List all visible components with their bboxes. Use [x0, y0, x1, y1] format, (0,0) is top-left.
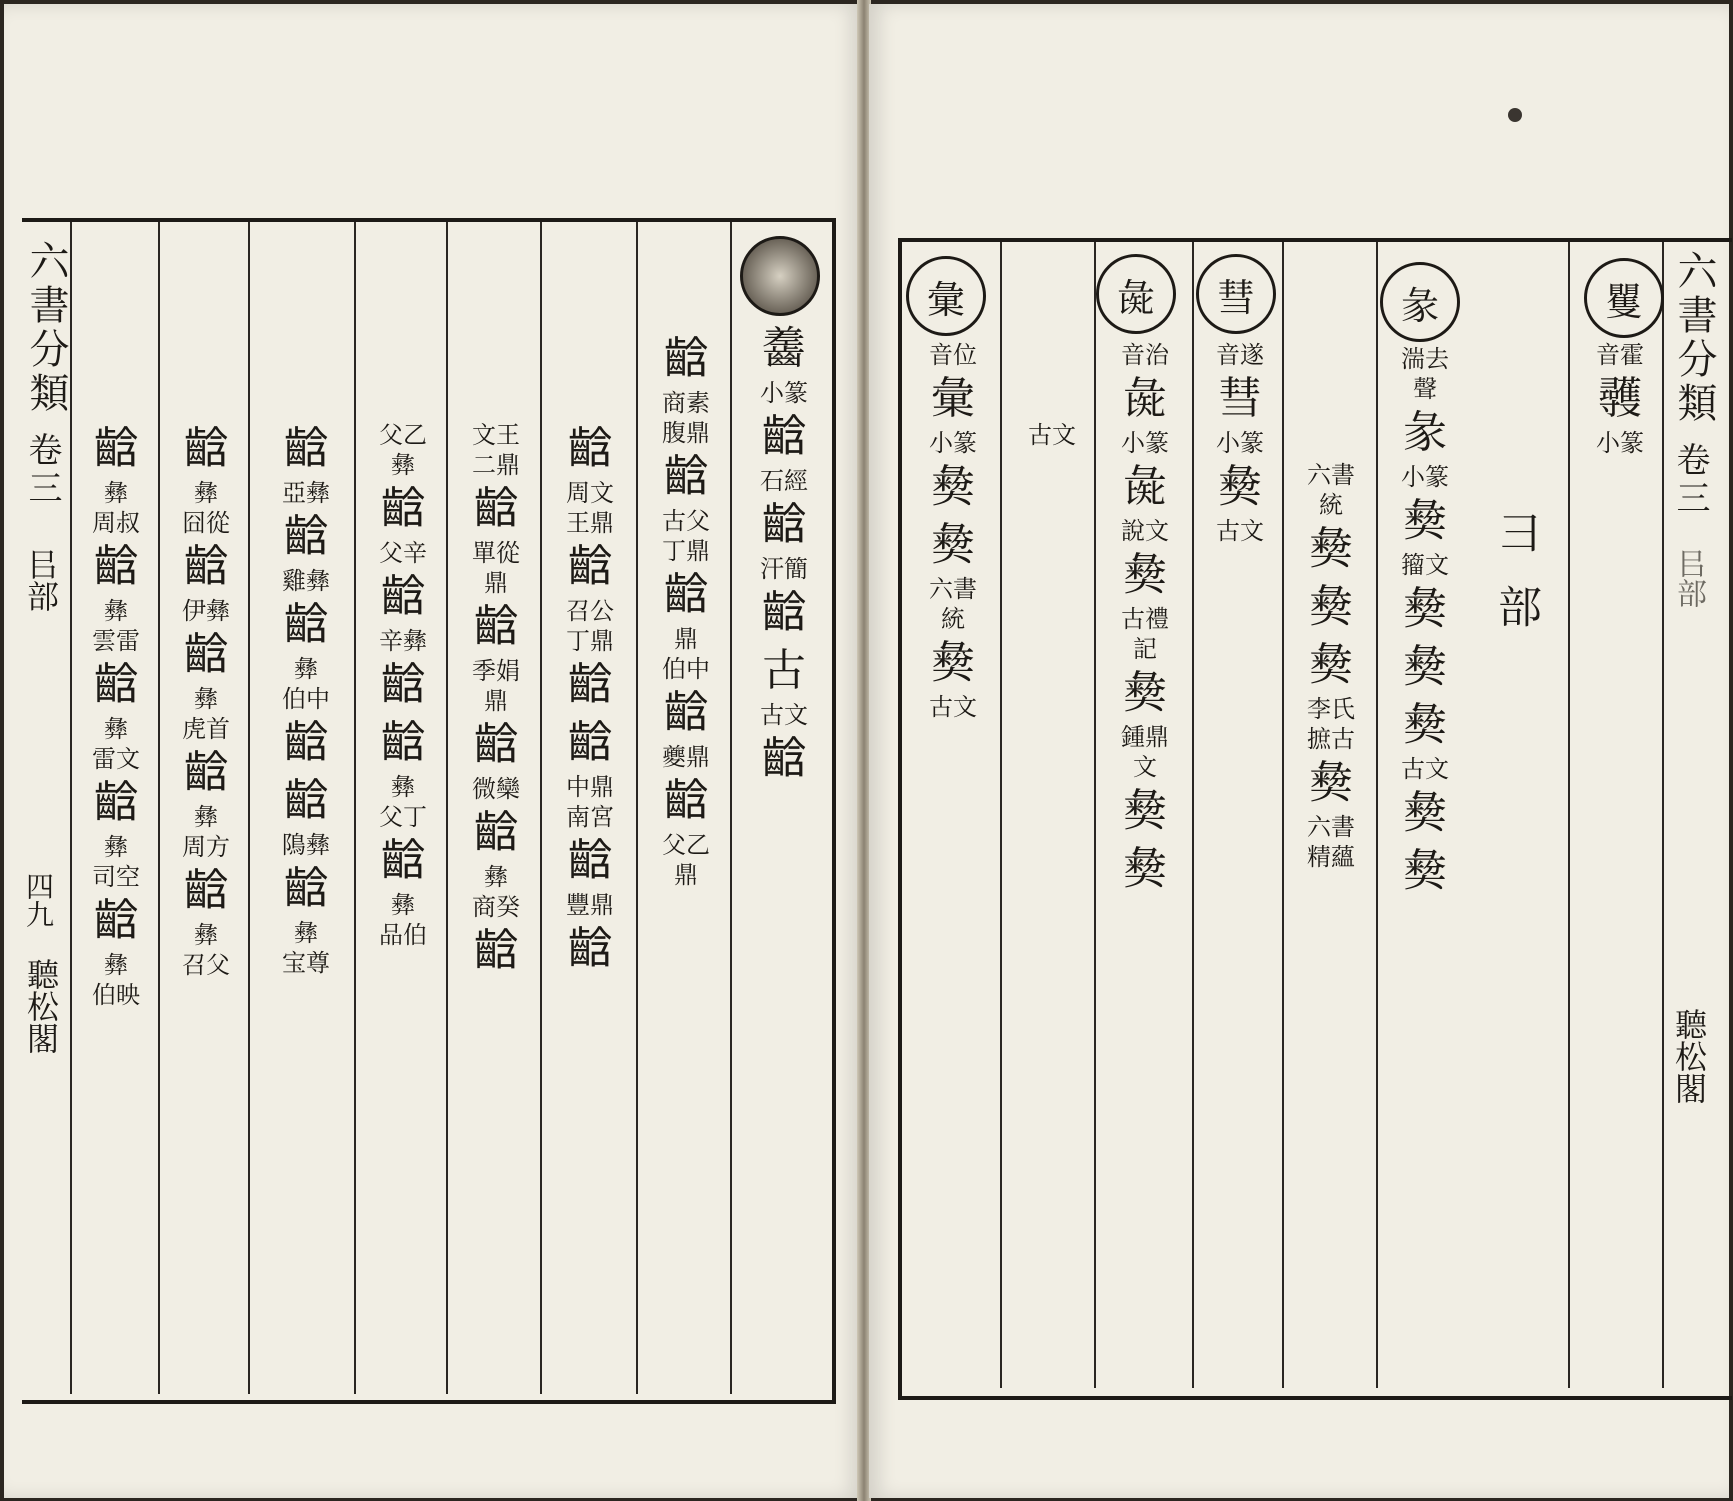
seal-glyph: 𢑱	[1403, 699, 1447, 750]
annotation: 小篆	[1596, 429, 1644, 457]
seal-glyph: 𪘒	[664, 687, 708, 738]
annotation: 音治	[1121, 341, 1169, 369]
annotation: 伯映	[92, 981, 140, 1009]
annotation: 腹鼎	[662, 419, 710, 447]
seal-glyph: 彠	[1598, 373, 1642, 424]
left-column-5	[362, 420, 444, 950]
seal-glyph: 𢑱	[1123, 667, 1167, 718]
annotation: 雞彝	[282, 567, 330, 595]
annotation: 單從	[472, 539, 520, 567]
seal-glyph: 𢑱	[1123, 785, 1167, 836]
annotation: 小篆	[1401, 463, 1449, 491]
seal-glyph: 𪘒	[762, 587, 806, 638]
left-column-1	[742, 320, 826, 788]
left-column-3	[550, 420, 630, 978]
seal-glyph: 彙	[931, 373, 975, 424]
annotation: 彝	[391, 451, 415, 479]
seal-glyph: 𢑱	[1403, 787, 1447, 838]
seal-glyph: 𢑱	[1309, 581, 1353, 632]
right-entry-5	[1100, 340, 1190, 898]
annotation: 季娟	[472, 657, 520, 685]
annotation: 小篆	[929, 429, 977, 457]
seal-glyph: 𪘒	[184, 865, 228, 916]
annotation: 古父	[662, 507, 710, 535]
annotation: 伊彝	[182, 597, 230, 625]
seal-glyph: 𪘒	[664, 775, 708, 826]
annotation: 丁鼎	[662, 537, 710, 565]
annotation: 鼎	[674, 861, 698, 889]
seal-glyph: 𪘒	[664, 569, 708, 620]
annotation: 彝	[194, 921, 218, 949]
annotation: 伯中	[662, 655, 710, 683]
annotation: 父辛	[379, 539, 427, 567]
annotation: 籀文	[1401, 551, 1449, 579]
annotation: 囧從	[182, 509, 230, 537]
seal-glyph: 𪘒	[381, 483, 425, 534]
seal-glyph: 彗	[1218, 373, 1262, 424]
annotation: 微欒	[472, 775, 520, 803]
annotation: 小篆	[760, 379, 808, 407]
annotation: 召公	[566, 597, 614, 625]
seal-glyph: 𪘒	[762, 499, 806, 550]
seal-glyph: 𪘒	[568, 923, 612, 974]
annotation: 統	[1319, 491, 1343, 519]
seal-glyph: 𪘒	[284, 423, 328, 474]
annotation: 小篆	[1216, 429, 1264, 457]
seal-glyph: 彖	[1403, 407, 1447, 458]
seal-glyph: 𪘒	[381, 571, 425, 622]
annotation: 召父	[182, 951, 230, 979]
annotation: 音位	[929, 341, 977, 369]
seal-glyph: 𪘒	[381, 717, 425, 768]
annotation: 周方	[182, 833, 230, 861]
annotation: 六書	[1307, 461, 1355, 489]
left-page-marginal-title	[18, 240, 69, 1054]
annotation: 二鼎	[472, 451, 520, 479]
annotation: 古文	[760, 701, 808, 729]
annotation: 周文	[566, 479, 614, 507]
seal-glyph: 𢑱	[1218, 461, 1262, 512]
left-radical: 㠯部	[22, 548, 60, 612]
annotation: 豐鼎	[566, 891, 614, 919]
annotation: 彝	[194, 803, 218, 831]
annotation: 汗簡	[760, 555, 808, 583]
annotation: 音遂	[1216, 341, 1264, 369]
seal-glyph: 𢑱	[1309, 639, 1353, 690]
annotation: 彝	[104, 833, 128, 861]
seal-glyph: 彘	[1123, 461, 1167, 512]
left-book-title: 六書分類	[23, 240, 69, 416]
column-rule	[70, 222, 72, 1394]
annotation: 古文	[929, 693, 977, 721]
seal-glyph: 𪘒	[94, 541, 138, 592]
right-page-marginal-title	[1666, 250, 1726, 1104]
seal-glyph-icon: 彗	[1196, 254, 1276, 334]
seal-glyph: 𪘒	[568, 659, 612, 710]
seal-glyph: 齹	[762, 323, 806, 374]
radical-heading	[1470, 510, 1560, 658]
seal-glyph: 𢑱	[931, 637, 975, 688]
annotation: 記	[1133, 635, 1157, 663]
seal-glyph: 𪘒	[184, 423, 228, 474]
annotation: 古文	[1401, 755, 1449, 783]
annotation: 古文	[1216, 517, 1264, 545]
seal-glyph: 𪘒	[381, 659, 425, 710]
right-entry-3	[1288, 460, 1374, 872]
seal-glyph: 𪘒	[184, 747, 228, 798]
seal-glyph: 𪘒	[284, 863, 328, 914]
seal-glyph-icon: 彖	[1380, 262, 1460, 342]
annotation: 李氏	[1307, 695, 1355, 723]
right-entry-2	[1380, 344, 1470, 900]
seal-glyph: 𪘒	[94, 423, 138, 474]
seal-glyph: 𢑱	[1309, 757, 1353, 808]
annotation: 商素	[662, 389, 710, 417]
annotation: 父乙	[379, 421, 427, 449]
column-rule	[1376, 242, 1378, 1388]
column-rule	[1192, 242, 1194, 1388]
annotation: 伯中	[282, 685, 330, 713]
annotation: 小篆	[1121, 429, 1169, 457]
annotation: 丁鼎	[566, 627, 614, 655]
annotation: 鍾鼎	[1121, 723, 1169, 751]
seal-glyph: 𪘒	[94, 895, 138, 946]
right-entry-6	[906, 340, 1000, 722]
annotation: 摭古	[1307, 725, 1355, 753]
column-rule	[730, 222, 732, 1394]
seal-glyph: 𪘒	[474, 719, 518, 770]
right-publisher: 聽松閣	[1670, 1008, 1708, 1104]
seal-glyph: 𪘒	[381, 835, 425, 886]
seal-glyph: 𢑱	[1403, 845, 1447, 896]
seal-glyph: 𪘒	[474, 483, 518, 534]
right-book-title: 六書分類	[1671, 250, 1717, 426]
seal-glyph: 𪘒	[664, 451, 708, 502]
annotation: 雲雷	[92, 627, 140, 655]
seal-glyph: 𢑱	[1403, 495, 1447, 546]
right-volume: 卷三	[1670, 442, 1710, 518]
right-radical: 㠯部	[1671, 548, 1706, 608]
annotation: 古文	[1028, 421, 1076, 449]
seal-glyph: 𪘒	[474, 807, 518, 858]
seal-glyph: 𢑱	[931, 461, 975, 512]
left-column-8	[76, 420, 156, 1010]
annotation: 夔鼎	[662, 743, 710, 771]
annotation: 宝尊	[282, 949, 330, 977]
column-rule	[540, 222, 542, 1394]
annotation: 辛彝	[379, 627, 427, 655]
seal-glyph: 𢑱	[931, 519, 975, 570]
annotation: 中鼎	[566, 773, 614, 801]
seal-glyph: 𪘒	[284, 717, 328, 768]
annotation: 彝	[391, 891, 415, 919]
annotation: 彝	[294, 655, 318, 683]
seal-glyph: 𪘒	[474, 925, 518, 976]
annotation: 父乙	[662, 831, 710, 859]
column-rule	[446, 222, 448, 1394]
damaged-seal-icon	[740, 236, 820, 316]
left-column-6	[262, 420, 350, 978]
annotation: 六書	[929, 575, 977, 603]
annotation: 彝	[104, 715, 128, 743]
left-volume: 卷三	[22, 432, 62, 508]
annotation: 統	[941, 605, 965, 633]
seal-glyph: 𪘒	[94, 659, 138, 710]
column-rule	[1094, 242, 1096, 1388]
annotation: 司空	[92, 863, 140, 891]
column-rule	[1000, 242, 1002, 1388]
annotation: 彝	[294, 919, 318, 947]
left-column-2	[646, 330, 726, 890]
annotation: 彝	[104, 597, 128, 625]
annotation: 湍去	[1401, 345, 1449, 373]
annotation: 商癸	[472, 893, 520, 921]
seal-glyph: 𪘒	[568, 541, 612, 592]
annotation: 古禮	[1121, 605, 1169, 633]
seal-glyph: 𪘒	[762, 411, 806, 462]
right-entry-4	[1198, 340, 1282, 546]
seal-glyph: 𪘒	[284, 775, 328, 826]
annotation: 雷文	[92, 745, 140, 773]
seal-glyph-icon: 彙	[906, 256, 986, 336]
left-column-7	[166, 420, 246, 980]
column-rule	[248, 222, 250, 1394]
seal-glyph-icon: 矍	[1584, 258, 1664, 338]
column-rule	[1282, 242, 1284, 1388]
seal-glyph: 古	[762, 645, 806, 696]
annotation: 音霍	[1596, 341, 1644, 369]
annotation: 品伯	[379, 921, 427, 949]
seal-glyph: 𪘒	[284, 599, 328, 650]
annotation: 鼎	[674, 625, 698, 653]
seal-glyph: 𪘒	[568, 835, 612, 886]
seal-glyph-icon: 彘	[1096, 254, 1176, 334]
annotation: 彝	[194, 685, 218, 713]
right-entry-7	[1010, 420, 1094, 450]
left-column-4	[456, 420, 536, 980]
annotation: 王鼎	[566, 509, 614, 537]
seal-glyph: 𪘒	[568, 717, 612, 768]
column-rule	[354, 222, 356, 1394]
seal-glyph: 𢑱	[1403, 641, 1447, 692]
right-entry-1	[1580, 340, 1660, 458]
annotation: 鼎	[484, 569, 508, 597]
annotation: 虎首	[182, 715, 230, 743]
heading-text: 彐部	[1490, 510, 1541, 658]
annotation: 亞彝	[282, 479, 330, 507]
annotation: 南宮	[566, 803, 614, 831]
annotation: 父丁	[379, 803, 427, 831]
seal-glyph: 𪘒	[762, 733, 806, 784]
seal-glyph: 𪘒	[664, 333, 708, 384]
seal-glyph: 彘	[1123, 373, 1167, 424]
annotation: 文	[1133, 753, 1157, 781]
left-page-number: 四九	[22, 872, 55, 928]
seal-glyph: 𪘒	[184, 541, 228, 592]
annotation: 精蘊	[1307, 843, 1355, 871]
annotation: 彝	[391, 773, 415, 801]
column-rule	[1662, 242, 1664, 1388]
annotation: 隝彝	[282, 831, 330, 859]
annotation: 彝	[104, 951, 128, 979]
annotation: 六書	[1307, 813, 1355, 841]
column-rule	[158, 222, 160, 1394]
annotation: 聲	[1413, 375, 1437, 403]
seal-glyph: 𪘒	[94, 777, 138, 828]
seal-glyph: 𪘒	[568, 423, 612, 474]
column-rule	[1568, 242, 1570, 1388]
annotation: 周叔	[92, 509, 140, 537]
seal-glyph: 𢑱	[1403, 583, 1447, 634]
seal-glyph: 𢑱	[1123, 549, 1167, 600]
seal-glyph: 𪘒	[474, 601, 518, 652]
annotation: 彝	[194, 479, 218, 507]
seal-glyph: 𢑱	[1309, 523, 1353, 574]
annotation: 文王	[472, 421, 520, 449]
seal-glyph: 𢑱	[1123, 843, 1167, 894]
annotation: 彝	[484, 863, 508, 891]
annotation: 石經	[760, 467, 808, 495]
column-rule	[636, 222, 638, 1394]
left-publisher: 聽松閣	[22, 958, 60, 1054]
ink-spot	[1508, 108, 1522, 122]
seal-glyph: 𪘒	[184, 629, 228, 680]
annotation: 說文	[1121, 517, 1169, 545]
annotation: 彝	[104, 479, 128, 507]
annotation: 鼎	[484, 687, 508, 715]
seal-glyph: 𪘒	[284, 511, 328, 562]
